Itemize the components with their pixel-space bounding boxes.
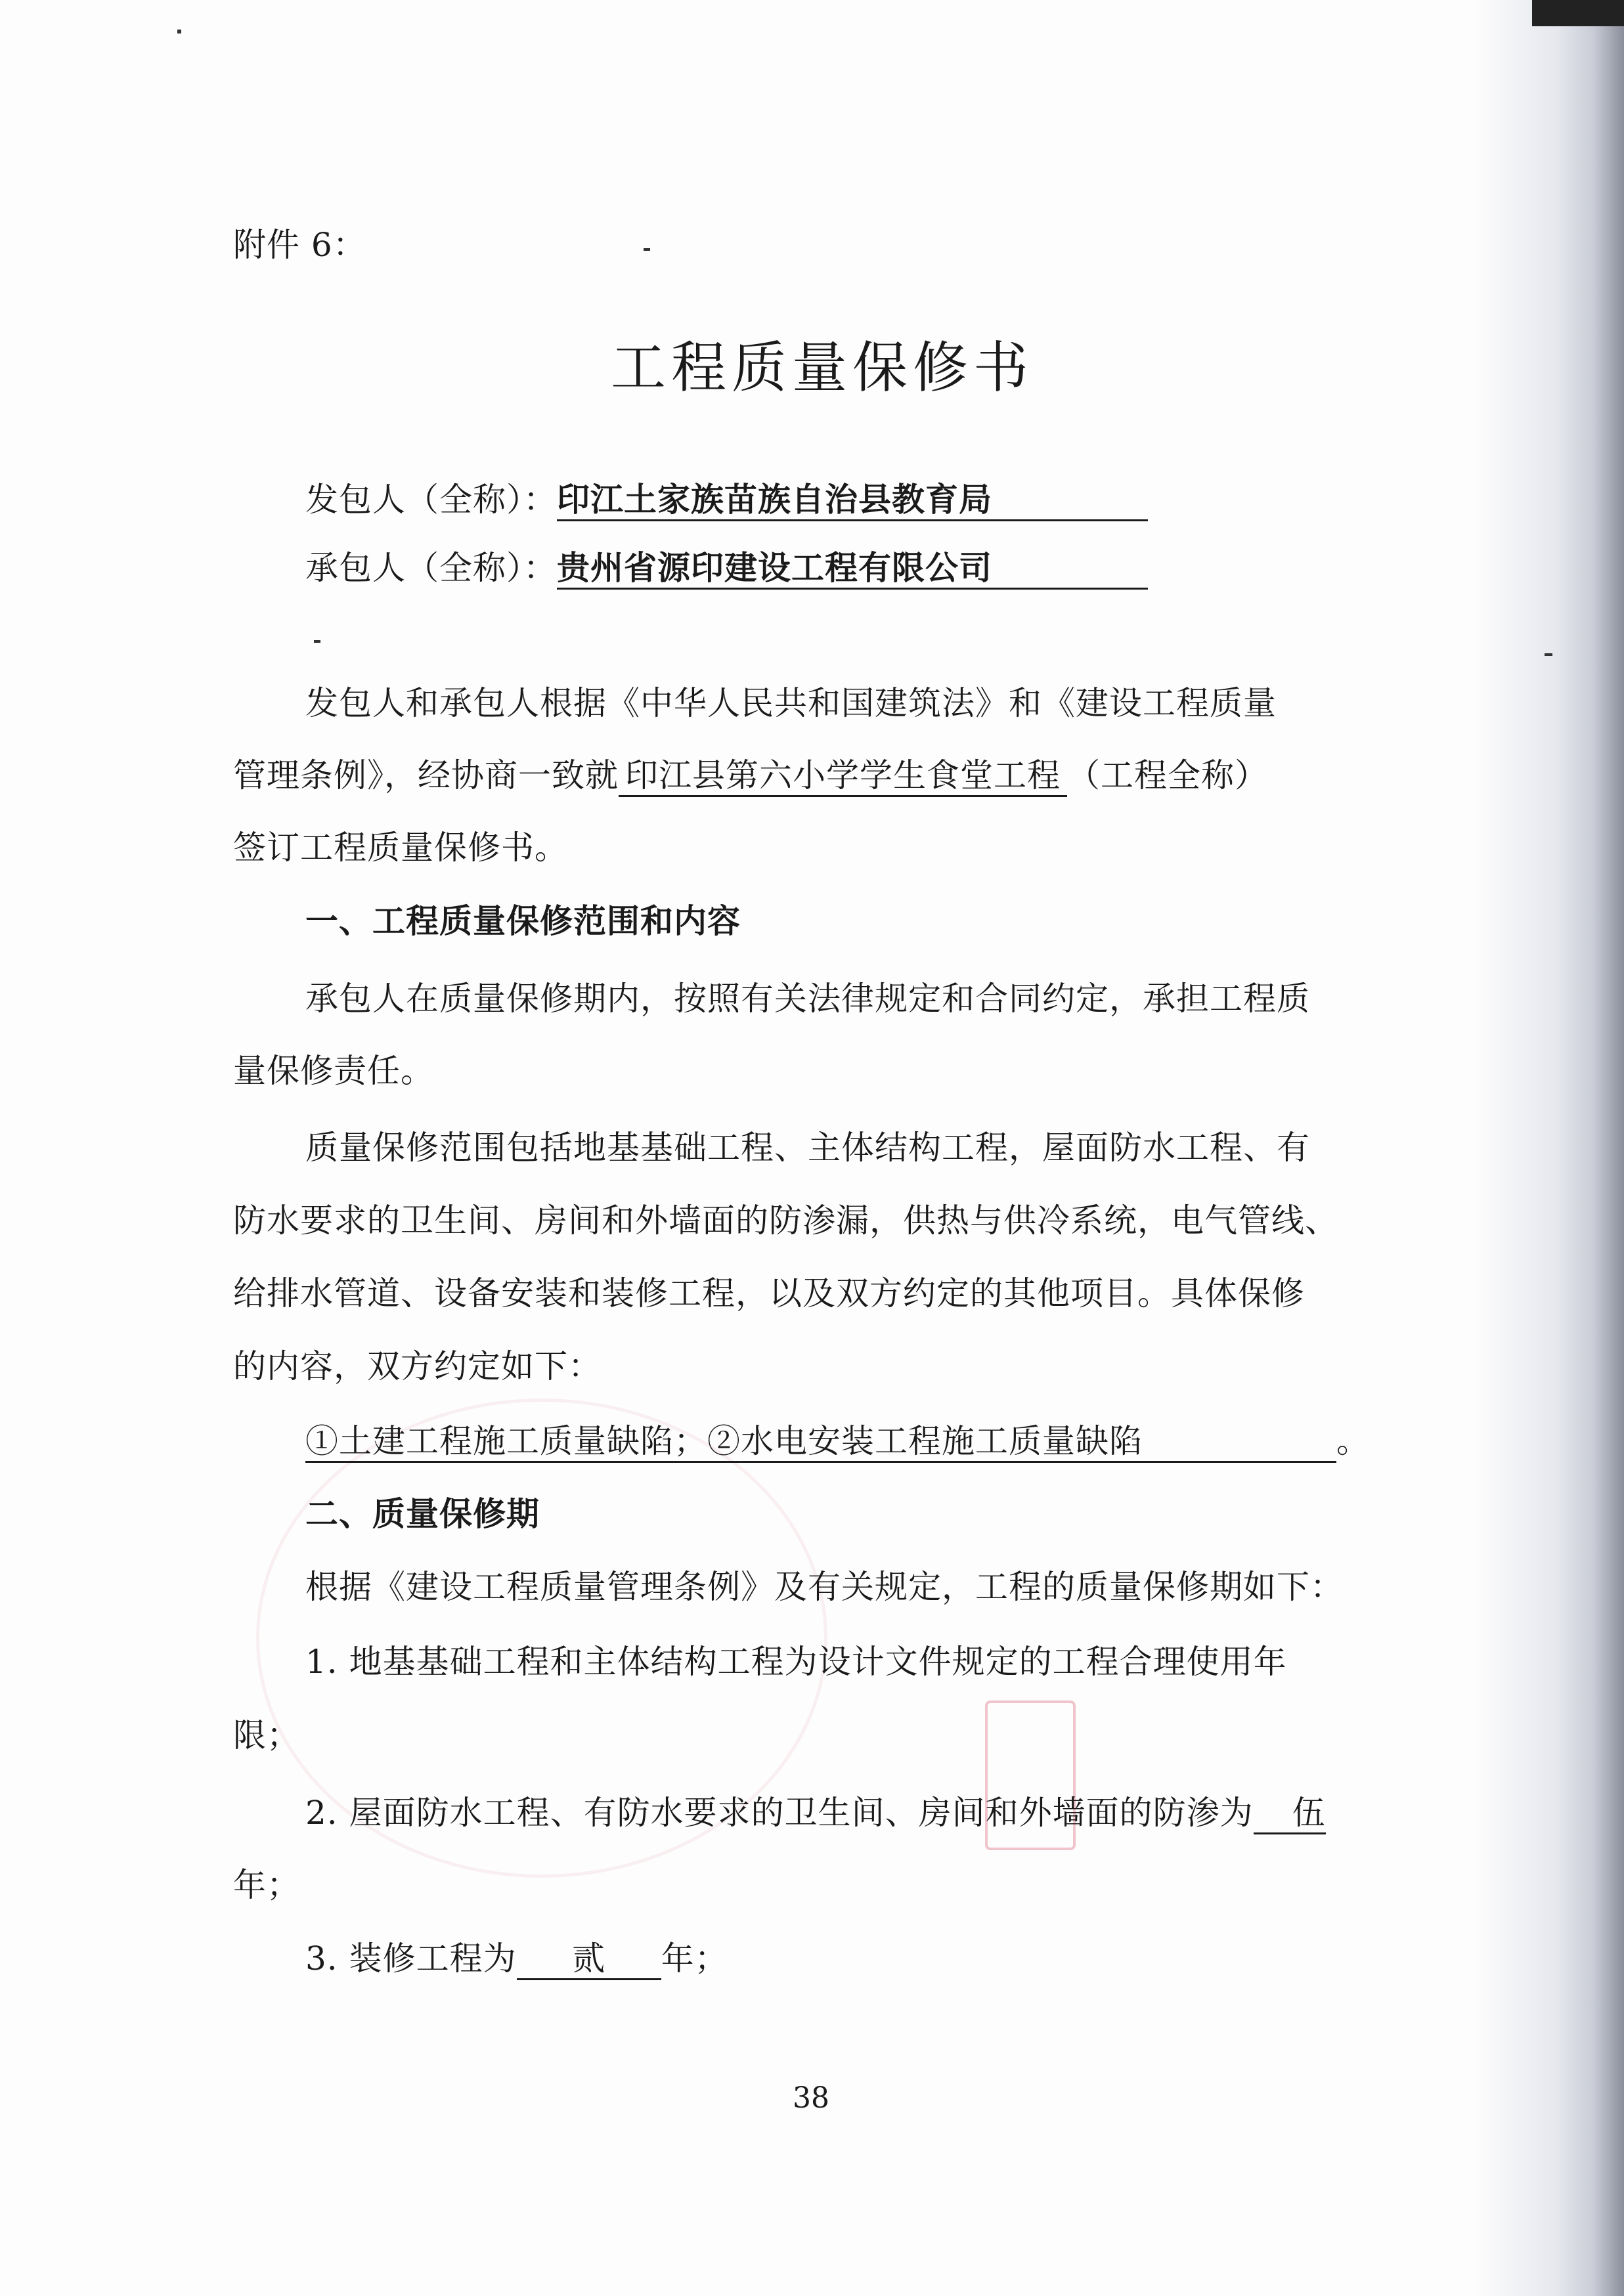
employer-label: 发包人（全称）：	[305, 481, 557, 519]
scan-corner	[1532, 0, 1624, 26]
section1-heading: 一、工程质量保修范围和内容	[305, 901, 741, 940]
agreed-items: ①土建工程施工质量缺陷；②水电安装工程施工质量缺陷	[305, 1421, 1336, 1463]
scan-speck	[177, 30, 181, 33]
section2-intro: 根据《建设工程质量管理条例》及有关规定，工程的质量保修期如下：	[305, 1568, 1344, 1606]
employer-value: 印江土家族苗族自治县教育局	[557, 480, 1148, 521]
section1-para2-line4: 的内容，双方约定如下：	[233, 1347, 602, 1385]
section2-item1-line1: 1. 地基基础工程和主体结构工程为设计文件规定的工程合理使用年	[305, 1643, 1287, 1681]
scan-speck	[314, 640, 320, 643]
intro-line-3: 签订工程质量保修书。	[233, 829, 568, 867]
attachment-label: 附件 6：	[233, 226, 366, 264]
section2-item2-row	[305, 1791, 1326, 1834]
section2-item3-prefix: 3. 装修工程为	[305, 1939, 517, 1978]
section2-item2-line2: 年；	[233, 1866, 300, 1904]
contractor-label: 承包人（全称）：	[305, 549, 557, 587]
section2-item3-suffix: 年；	[661, 1939, 728, 1978]
waterproof-years: 伍	[1254, 1793, 1326, 1834]
section2-item2-text: 2. 屋面防水工程、有防水要求的卫生间、房间和外墙面的防渗为	[305, 1794, 1254, 1832]
page-edge-shadow	[1473, 0, 1624, 2296]
intro-line-2-suffix: （工程全称）	[1067, 756, 1268, 794]
scan-speck	[644, 248, 650, 251]
intro-line-2	[233, 754, 1268, 797]
page-number: 38	[793, 2081, 829, 2115]
scan-speck	[1545, 653, 1552, 656]
section1-para1-line1: 承包人在质量保修期内，按照有关法律规定和合同约定，承担工程质	[305, 980, 1310, 1018]
intro-line-2-prefix: 管理条例》，经协商一致就	[233, 756, 619, 794]
intro-line-1: 发包人和承包人根据《中华人民共和国建筑法》和《建设工程质量	[305, 684, 1277, 722]
agreed-items-row	[305, 1419, 1370, 1463]
section1-para2-line1: 质量保修范围包括地基基础工程、主体结构工程，屋面防水工程、有	[305, 1129, 1310, 1167]
page-title: 工程质量保修书	[611, 336, 1034, 400]
project-name: 印江县第六小学学生食堂工程	[619, 756, 1067, 797]
section1-para2-line2: 防水要求的卫生间、房间和外墙面的防渗漏，供热与供冷系统，电气管线、	[233, 1202, 1338, 1240]
contractor-row	[305, 546, 1148, 590]
section1-para2-line3: 给排水管道、设备安装和装修工程，以及双方约定的其他项目。具体保修	[233, 1274, 1305, 1312]
contractor-value: 贵州省源印建设工程有限公司	[557, 548, 1148, 590]
agreed-items-end: 。	[1336, 1422, 1370, 1460]
section2-item1-line2: 限；	[233, 1716, 300, 1754]
employer-row	[305, 478, 1148, 521]
section1-para1-line2: 量保修责任。	[233, 1052, 434, 1090]
section2-item3-row	[305, 1937, 728, 1980]
section2-heading: 二、质量保修期	[305, 1494, 540, 1533]
decoration-years: 贰	[517, 1939, 661, 1980]
